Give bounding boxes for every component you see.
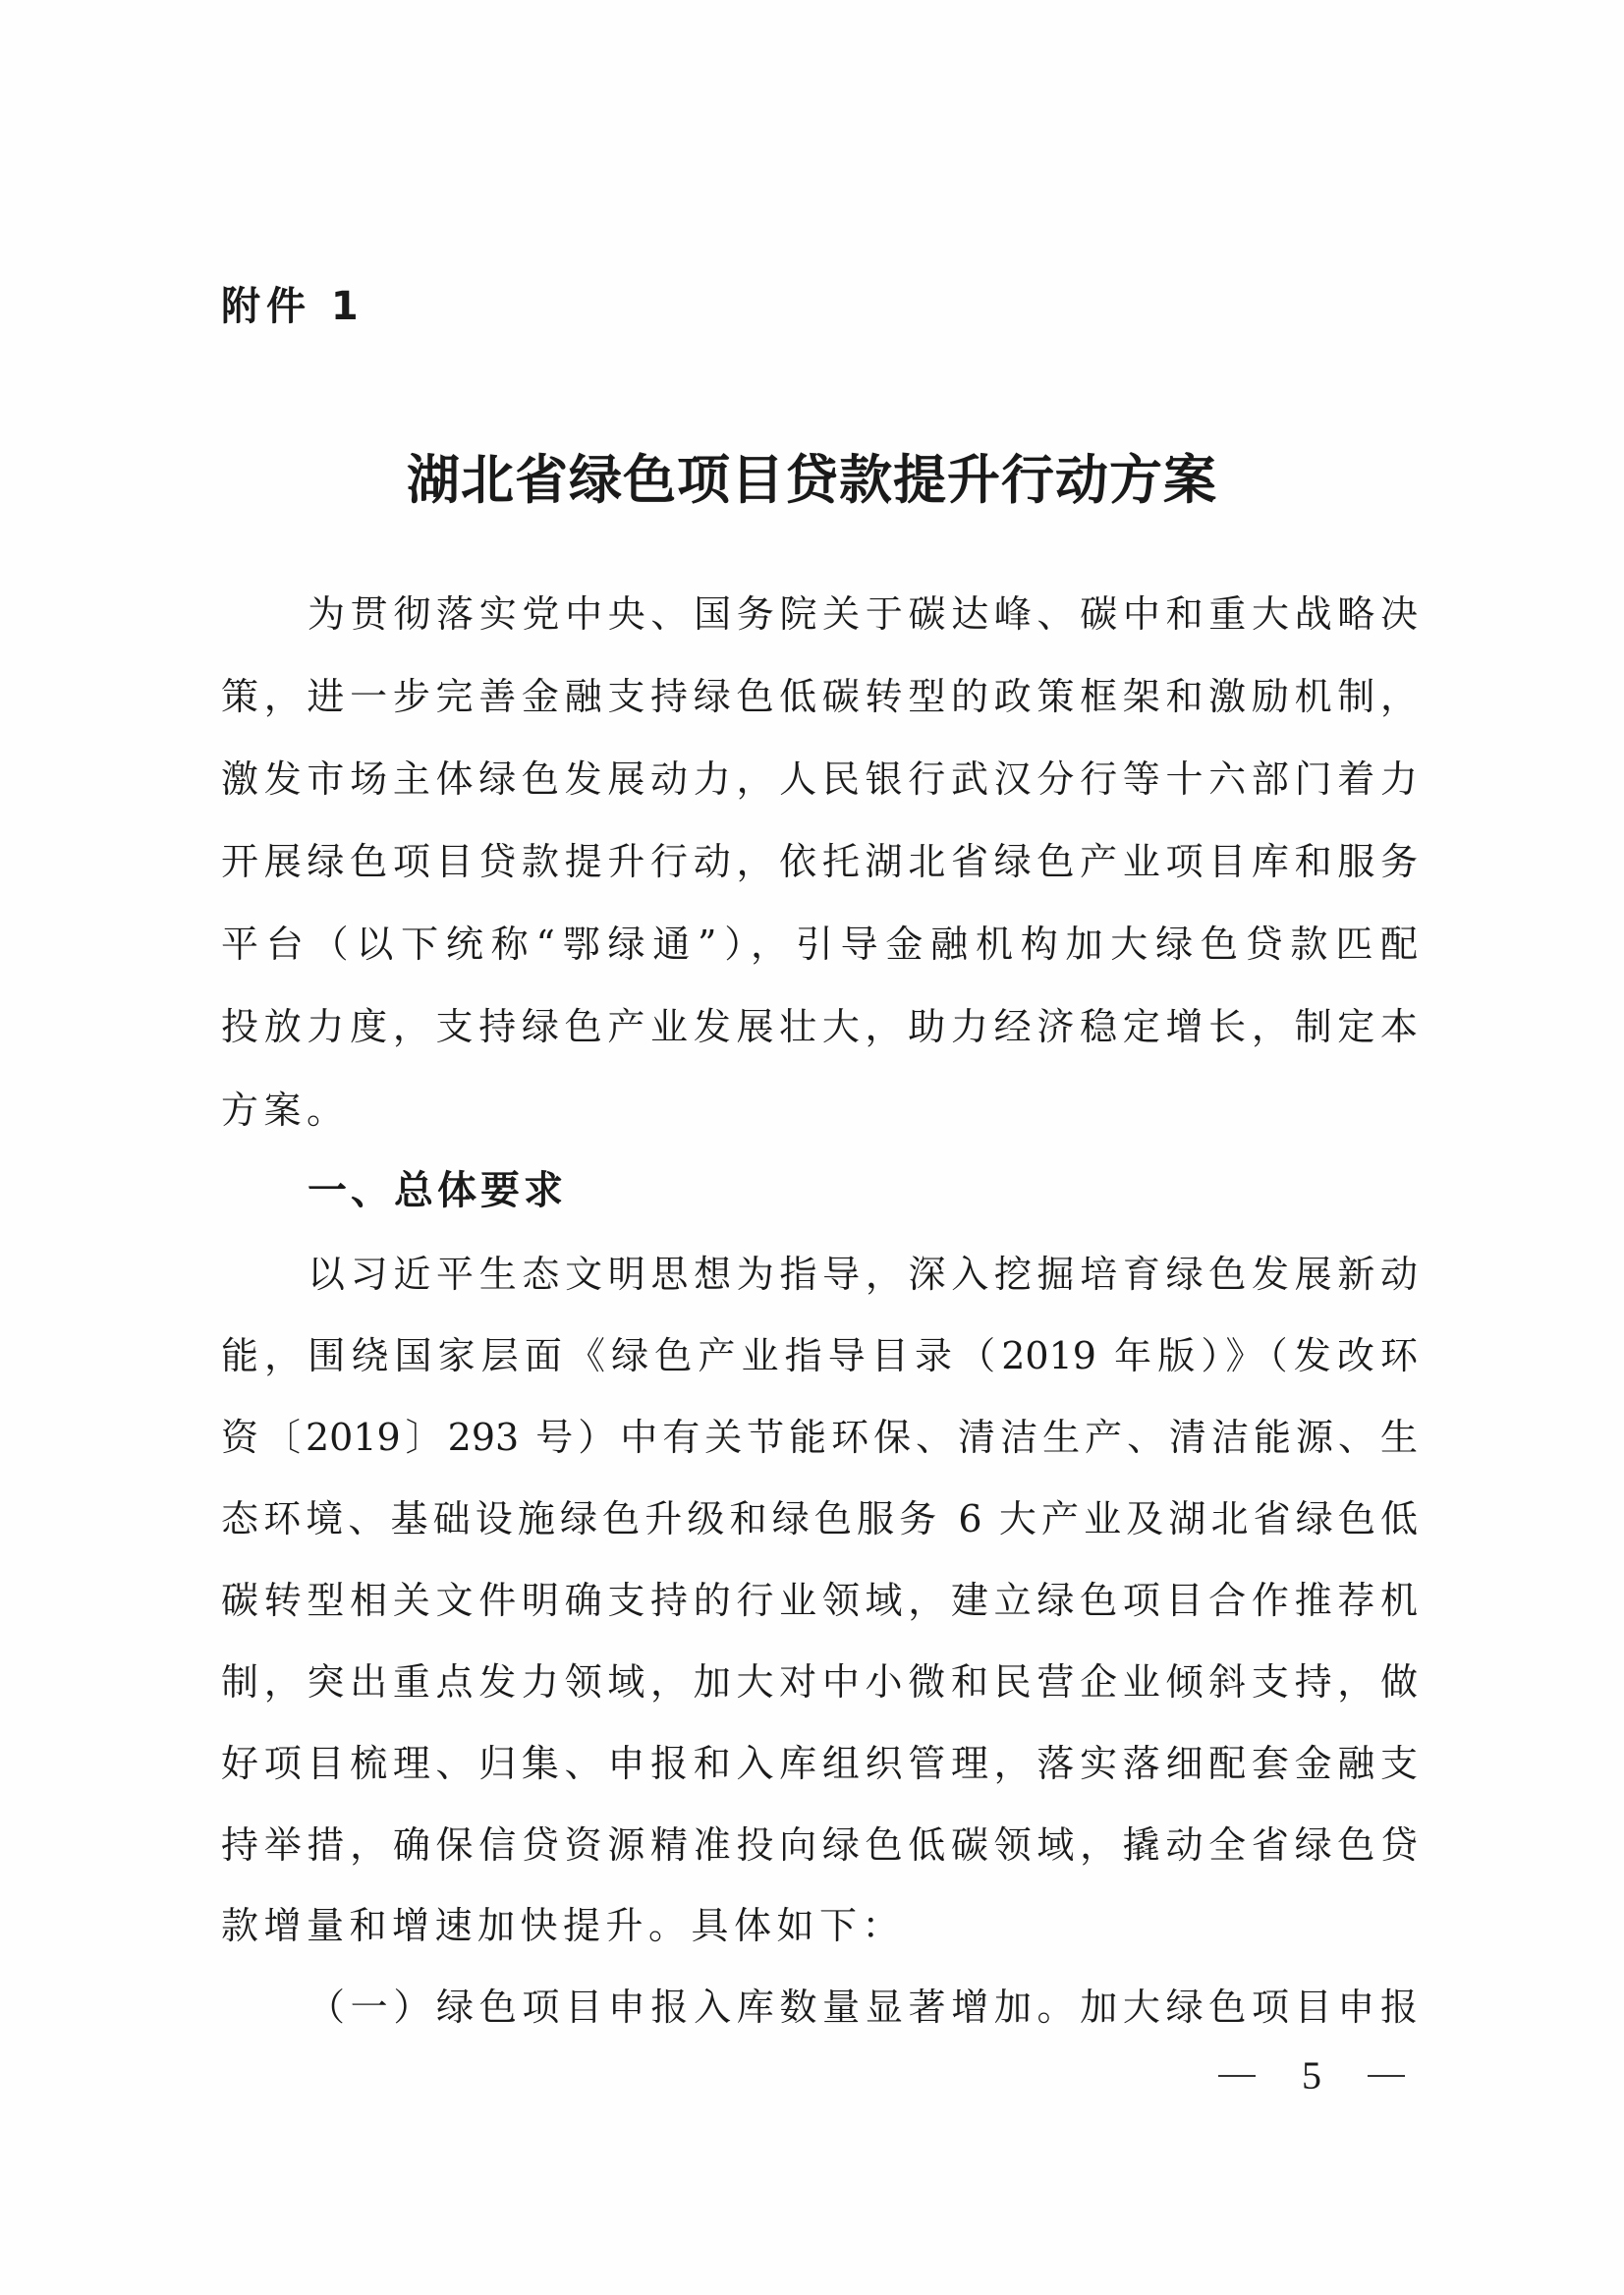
- section-line: 制，突出重点发力领域，加大对中小微和民营企业倾斜支持，做: [221, 1660, 1418, 1704]
- intro-line: 投放力度，支持绿色产业发展壮大，助力经济稳定增长，制定本: [221, 1005, 1418, 1048]
- dash-right: [1368, 2075, 1405, 2077]
- section-line: 资〔2019〕293 号）中有关节能环保、清洁生产、清洁能源、生: [221, 1416, 1418, 1459]
- section-heading: 一、总体要求: [308, 1168, 567, 1213]
- attachment-label: 附件 1: [221, 284, 364, 329]
- section-line: 持举措，确保信贷资源精准投向绿色低碳领域，撬动全省绿色贷: [221, 1823, 1418, 1867]
- section-line: 好项目梳理、归集、申报和入库组织管理，落实落细配套金融支: [221, 1742, 1418, 1785]
- intro-line: 开展绿色项目贷款提升行动，依托湖北省绿色产业项目库和服务: [221, 840, 1418, 883]
- intro-line: 激发市场主体绿色发展动力，人民银行武汉分行等十六部门着力: [221, 757, 1418, 801]
- page-number: 5: [1302, 2053, 1321, 2098]
- intro-line: 方案。: [221, 1089, 350, 1132]
- dash-left: [1218, 2075, 1256, 2077]
- section-line: 款增量和增速加快提升。具体如下：: [221, 1904, 906, 1947]
- section-line: 态环境、基础设施绿色升级和绿色服务 6 大产业及湖北省绿色低: [221, 1497, 1418, 1540]
- page-number-footer: [1218, 2053, 1405, 2099]
- section-line: 能，围绕国家层面《绿色产业指导目录（2019 年版）》（发改环: [221, 1334, 1418, 1377]
- intro-line: 平台（以下统称“鄂绿通”），引导金融机构加大绿色贷款匹配: [221, 923, 1418, 966]
- section-line: 碳转型相关文件明确支持的行业领域，建立绿色项目合作推荐机: [221, 1579, 1418, 1622]
- intro-line: 策，进一步完善金融支持绿色低碳转型的政策框架和激励机制，: [221, 675, 1418, 718]
- intro-line: 为贯彻落实党中央、国务院关于碳达峰、碳中和重大战略决: [308, 592, 1418, 636]
- subsection-line: （一）绿色项目申报入库数量显著增加。加大绿色项目申报: [308, 1986, 1418, 2029]
- document-title: 湖北省绿色项目贷款提升行动方案: [407, 449, 1217, 511]
- section-line: 以习近平生态文明思想为指导，深入挖掘培育绿色发展新动: [308, 1253, 1418, 1296]
